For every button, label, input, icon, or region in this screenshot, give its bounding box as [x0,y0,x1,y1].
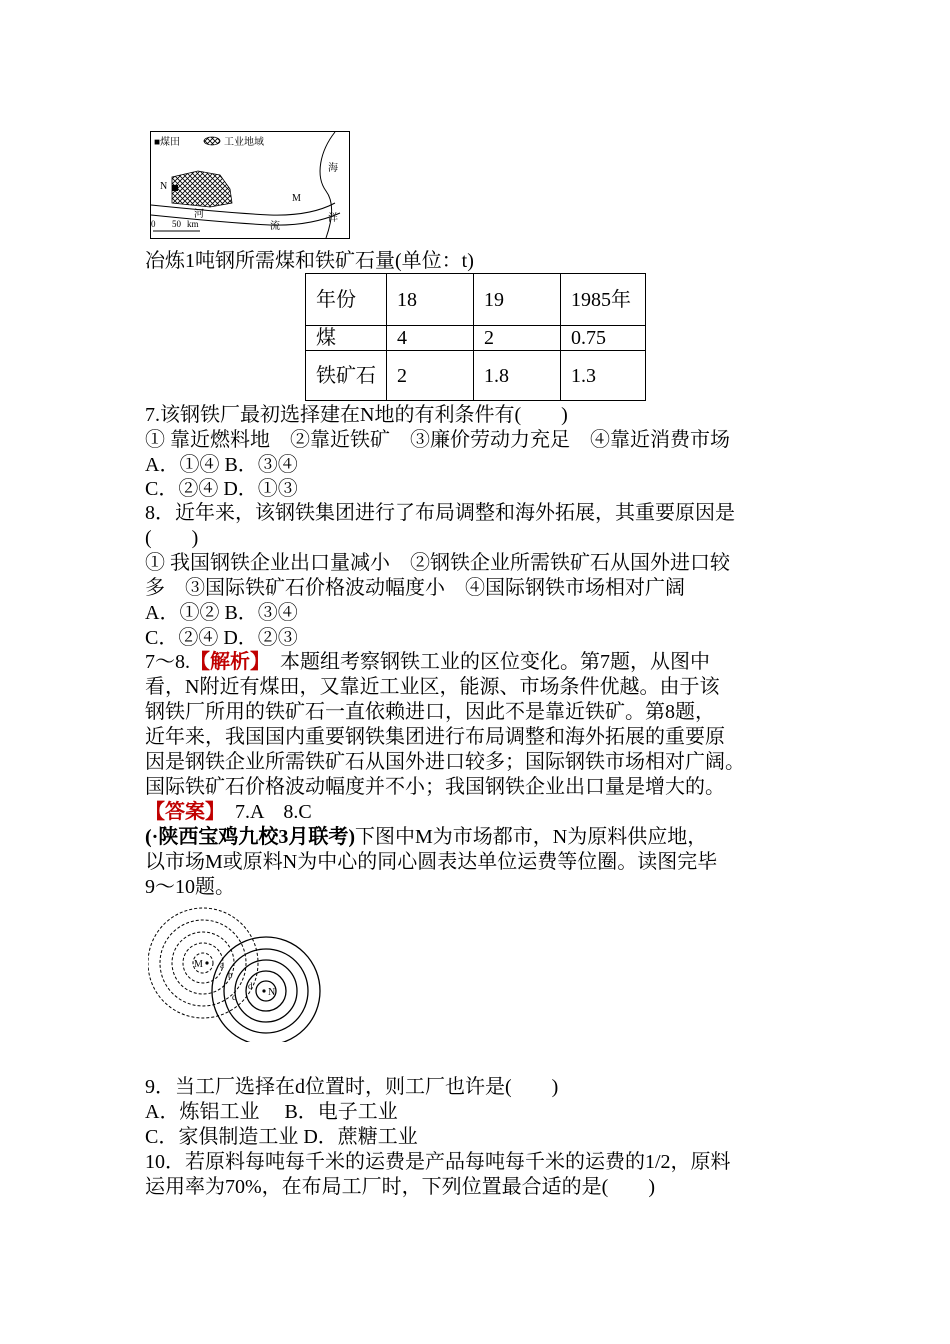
q7-options: ① 靠近燃料地 ②靠近铁矿 ③廉价劳动力充足 ④靠近消费市场 [145,429,730,451]
label-m: M [194,959,203,970]
map-label-river-2: 流 [270,221,280,232]
table-cell: 铁矿石 [306,351,387,401]
table-cell: 0.75 [561,326,646,351]
q9-stem: 9．当工厂选择在d位置时，则工厂也许是( ) [145,1076,559,1098]
q8-options-2: 多 ③国际铁矿石价格波动幅度小 ④国际钢铁市场相对广阔 [145,577,685,599]
q9-choices-ab: A．炼铝工业 B．电子工业 [145,1101,398,1123]
table-cell: 年份 [306,274,387,326]
table-cell: 4 [387,326,474,351]
intro-text: 下图中M为市场都市，N为原料供应地， [355,826,708,848]
coal-field-marker [172,185,178,191]
intro-line-2: 以市场M或原料N为中心的同心圆表达单位运费等位圈。读图完毕 [145,851,718,873]
map-label-m: M [292,193,301,204]
analysis-text: 本题组考察钢铁工业的区位变化。第7题，从图中 [260,651,710,673]
legend-coal: ■煤田 [154,137,181,148]
analysis-prefix: 7～8. [145,651,190,673]
q7-choices-cd: C．②④ D．①③ [145,478,298,500]
table-cell: 1.3 [561,351,646,401]
industrial-map [150,131,350,239]
table-row [306,351,646,401]
table-caption: 冶炼1吨钢所需煤和铁矿石量(单位：t) [145,250,474,272]
market-circles [148,908,258,1018]
table-cell: 2 [474,326,561,351]
q8-choices-cd: C．②④ D．②③ [145,627,298,649]
table-cell: 19 [474,274,561,326]
table-row [306,274,646,326]
table-cell: 2 [387,351,474,401]
scale-zero: 0 [151,219,156,229]
answer-line [145,800,312,824]
table-cell: 煤 [306,326,387,351]
map-label-river-1: 河 [194,209,204,220]
q10-stem-2: 运用率为70%，在布局工厂时，下列位置最合适的是( ) [145,1176,655,1198]
material-circles [212,937,320,1042]
table-row [306,326,646,351]
analysis-line-5: 因是钢铁企业所需铁矿石从国外进口较多；国际钢铁市场相对广阔。 [145,751,745,773]
intro-line-3: 9～10题。 [145,876,235,898]
market-point [205,961,208,964]
q7-stem: 7.该钢铁厂最初选择建在N地的有利条件有( ) [145,404,568,426]
intro-source: (·陕西宝鸡九校3月联考) [145,826,355,848]
legend-industry-swatch [204,137,220,145]
table-cell: 18 [387,274,474,326]
map-label-sea-2: 洋 [328,213,338,224]
table-cell: 1985年 [561,274,646,326]
analysis-line-2: 看，N附近有煤田，又靠近工业区，能源、市场条件优越。由于该 [145,676,720,698]
q7-choices-ab: A．①④ B．③④ [145,454,298,476]
analysis-line-6: 国际铁矿石价格波动幅度并不小；我国钢铁企业出口量是增大的。 [145,776,725,798]
q9-choices-cd: C．家俱制造工业 D．蔗糖工业 [145,1126,418,1148]
label-n: N [268,987,276,998]
steel-table [305,273,646,401]
label-a: a [220,960,224,970]
analysis-line-3: 钢铁厂所用的铁矿石一直依赖进口，因此不是靠近铁矿。第8题， [145,701,715,723]
q8-choices-ab: A．①② B．③④ [145,602,298,624]
transport-cost-circles [148,896,330,1042]
material-point [262,989,265,992]
analysis-tag: 【解析】 [190,651,260,673]
q10-stem-1: 10．若原料每吨每千米的运费是产品每吨每千米的运费的1/2，原料 [145,1151,731,1173]
label-d: d [248,981,253,991]
q8-options-1: ① 我国钢铁企业出口量减小 ②钢铁企业所需铁矿石从国外进口较 [145,552,730,574]
label-c: c [232,992,236,1002]
answer-tag: 【答案】 [145,801,215,823]
analysis-line-1 [145,650,710,674]
legend-industry: 工业地域 [224,137,264,148]
label-b: b [228,970,233,980]
map-label-n: N [160,181,168,192]
q8-stem-2: ( ) [145,527,199,549]
answer-text: 7.A 8.C [215,801,312,823]
map-label-sea-1: 海 [328,163,338,174]
scale-km: km [187,219,199,229]
table-cell: 1.8 [474,351,561,401]
intro-line-1 [145,825,707,849]
scale-fifty: 50 [172,219,181,229]
analysis-line-4: 近年来，我国国内重要钢铁集团进行布局调整和海外拓展的重要原 [145,726,725,748]
q8-stem-1: 8．近年来，该钢铁集团进行了布局调整和海外拓展，其重要原因是 [145,502,735,524]
